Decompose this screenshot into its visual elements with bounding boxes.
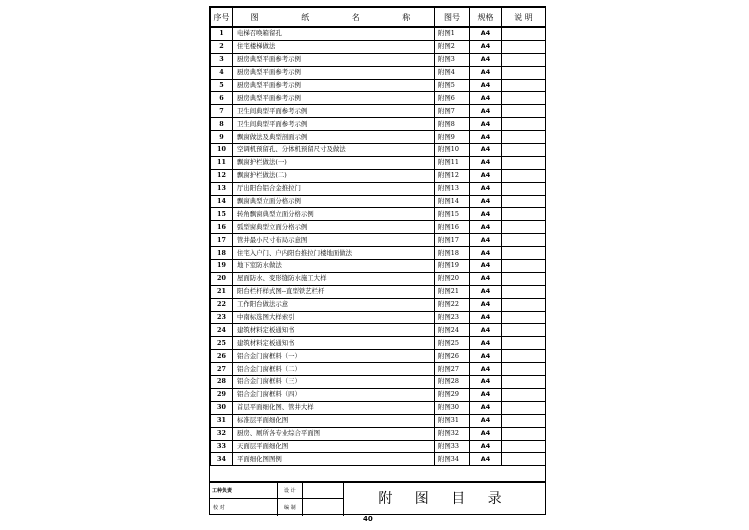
table-row: [211, 208, 546, 221]
row-title: 卫生间典型平面参考示例: [233, 105, 435, 118]
table-row: [211, 27, 546, 40]
row-note: [502, 311, 546, 324]
table-row: [211, 453, 546, 466]
row-paper-size: A4: [470, 208, 502, 221]
table-row: [211, 414, 546, 427]
table-row: [211, 247, 546, 260]
row-title: 天面层平面细化图: [233, 440, 435, 453]
row-figure-number: 附图30: [435, 401, 470, 414]
row-note: [502, 247, 546, 260]
row-title: 平面细化图图例: [233, 453, 435, 466]
row-figure-number: 附图33: [435, 440, 470, 453]
row-title: 屋面防水、变形缝防水施工大样: [233, 272, 435, 285]
row-number: 1: [211, 27, 233, 40]
row-title: 弧型窗典型立面分格示例: [233, 221, 435, 234]
row-title: 电梯召唤箱留孔: [233, 27, 435, 40]
row-paper-size: A4: [470, 40, 502, 53]
table-row: [211, 169, 546, 182]
table-row: [211, 272, 546, 285]
row-number: 19: [211, 260, 233, 273]
row-note: [502, 27, 546, 40]
row-figure-number: 附图17: [435, 234, 470, 247]
table-row: [211, 144, 546, 157]
row-note: [502, 131, 546, 144]
row-note: [502, 337, 546, 350]
table-row: [211, 311, 546, 324]
row-figure-number: 附图14: [435, 195, 470, 208]
row-title: 中南标选图大样索引: [233, 311, 435, 324]
row-paper-size: A4: [470, 298, 502, 311]
row-title: 阳台栏杆样式图--直型铁艺栏杆: [233, 285, 435, 298]
row-paper-size: A4: [470, 169, 502, 182]
table-row: [211, 66, 546, 79]
row-figure-number: 附图10: [435, 144, 470, 157]
row-paper-size: A4: [470, 131, 502, 144]
row-figure-number: 附图28: [435, 376, 470, 389]
row-paper-size: A4: [470, 440, 502, 453]
table-row: [211, 234, 546, 247]
row-title: 建筑材料定板通知书: [233, 324, 435, 337]
row-number: 12: [211, 169, 233, 182]
row-paper-size: A4: [470, 144, 502, 157]
row-figure-number: 附图15: [435, 208, 470, 221]
titleblock-design: 设 计: [284, 488, 296, 494]
row-title: 转角飘窗典型立面分格示例: [233, 208, 435, 221]
row-number: 11: [211, 156, 233, 169]
row-note: [502, 285, 546, 298]
row-number: 32: [211, 427, 233, 440]
row-number: 6: [211, 92, 233, 105]
row-title: 厨房典型平面参考示例: [233, 66, 435, 79]
row-title: 工作阳台做法示意: [233, 298, 435, 311]
table-row: [211, 285, 546, 298]
header-spec: 规格: [470, 8, 502, 28]
row-title: 铝合金门窗框料（三）: [233, 376, 435, 389]
table-row: [211, 92, 546, 105]
row-note: [502, 53, 546, 66]
header-no: 序号: [211, 8, 233, 28]
row-figure-number: 附图13: [435, 182, 470, 195]
row-paper-size: A4: [470, 156, 502, 169]
table-row: [211, 337, 546, 350]
row-title: 管井最小尺寸布局示意图: [233, 234, 435, 247]
row-paper-size: A4: [470, 247, 502, 260]
row-title: 厨房典型平面参考示例: [233, 79, 435, 92]
row-number: 31: [211, 414, 233, 427]
titleblock-title: 附 图 目 录: [378, 491, 511, 507]
row-number: 4: [211, 66, 233, 79]
row-note: [502, 182, 546, 195]
titleblock-draw: 编 制: [284, 505, 296, 511]
row-title: 铝合金门窗框料（一）: [233, 350, 435, 363]
table-row: [211, 195, 546, 208]
row-note: [502, 324, 546, 337]
row-note: [502, 92, 546, 105]
table-row: [211, 105, 546, 118]
row-note: [502, 195, 546, 208]
row-figure-number: 附图7: [435, 105, 470, 118]
row-title: 厅出阳台铝合金推拉门: [233, 182, 435, 195]
row-number: 7: [211, 105, 233, 118]
row-note: [502, 234, 546, 247]
header-name: 图 纸 名 称: [233, 8, 435, 28]
row-title: 标准层平面细化图: [233, 414, 435, 427]
row-figure-number: 附图6: [435, 92, 470, 105]
row-paper-size: A4: [470, 285, 502, 298]
row-paper-size: A4: [470, 260, 502, 273]
row-number: 20: [211, 272, 233, 285]
row-note: [502, 221, 546, 234]
row-paper-size: A4: [470, 311, 502, 324]
row-paper-size: A4: [470, 414, 502, 427]
row-number: 27: [211, 363, 233, 376]
row-title: 厨房、厕所各专业综合平面图: [233, 427, 435, 440]
row-figure-number: 附图5: [435, 79, 470, 92]
row-note: [502, 453, 546, 466]
row-figure-number: 附图2: [435, 40, 470, 53]
row-paper-size: A4: [470, 221, 502, 234]
row-figure-number: 附图8: [435, 118, 470, 131]
row-figure-number: 附图23: [435, 311, 470, 324]
row-number: 3: [211, 53, 233, 66]
table-row: [211, 53, 546, 66]
row-paper-size: A4: [470, 105, 502, 118]
row-note: [502, 105, 546, 118]
row-number: 21: [211, 285, 233, 298]
row-note: [502, 272, 546, 285]
row-figure-number: 附图31: [435, 414, 470, 427]
row-figure-number: 附图24: [435, 324, 470, 337]
row-figure-number: 附图3: [435, 53, 470, 66]
table-row: [211, 131, 546, 144]
table-row: [211, 182, 546, 195]
row-paper-size: A4: [470, 92, 502, 105]
row-figure-number: 附图21: [435, 285, 470, 298]
row-title: 飘窗做法及典型剖面示例: [233, 131, 435, 144]
row-paper-size: A4: [470, 427, 502, 440]
row-title: 建筑材料定板通知书: [233, 337, 435, 350]
row-figure-number: 附图18: [435, 247, 470, 260]
row-title: 地下室防水做法: [233, 260, 435, 273]
row-paper-size: A4: [470, 324, 502, 337]
table-row: [211, 79, 546, 92]
row-note: [502, 66, 546, 79]
row-note: [502, 440, 546, 453]
table-row: [211, 260, 546, 273]
row-note: [502, 169, 546, 182]
row-paper-size: A4: [470, 66, 502, 79]
header-note: 说 明: [502, 8, 546, 28]
row-paper-size: A4: [470, 27, 502, 40]
row-paper-size: A4: [470, 388, 502, 401]
row-title: 住宅楼梯做法: [233, 40, 435, 53]
titleblock-check: 校 对: [213, 505, 225, 511]
row-figure-number: 附图4: [435, 66, 470, 79]
row-number: 5: [211, 79, 233, 92]
row-number: 23: [211, 311, 233, 324]
row-figure-number: 附图32: [435, 427, 470, 440]
row-title: 住宅入户门、户内阳台推拉门楼地面做法: [233, 247, 435, 260]
table-row: [211, 221, 546, 234]
row-figure-number: 附图29: [435, 388, 470, 401]
titleblock-lead: 工种负责: [212, 488, 233, 494]
row-title: 飘窗护栏做法(二): [233, 169, 435, 182]
row-number: 14: [211, 195, 233, 208]
row-number: 33: [211, 440, 233, 453]
title-block: [210, 481, 545, 516]
row-paper-size: A4: [470, 350, 502, 363]
header-fig: 图号: [435, 8, 470, 28]
page-number: 40: [363, 515, 373, 523]
row-note: [502, 260, 546, 273]
row-figure-number: 附图11: [435, 156, 470, 169]
row-note: [502, 156, 546, 169]
row-paper-size: A4: [470, 363, 502, 376]
row-number: 24: [211, 324, 233, 337]
row-figure-number: 附图34: [435, 453, 470, 466]
row-number: 17: [211, 234, 233, 247]
table-row: [211, 427, 546, 440]
row-note: [502, 376, 546, 389]
row-paper-size: A4: [470, 453, 502, 466]
row-figure-number: 附图20: [435, 272, 470, 285]
row-number: 26: [211, 350, 233, 363]
row-paper-size: A4: [470, 118, 502, 131]
row-note: [502, 363, 546, 376]
row-figure-number: 附图25: [435, 337, 470, 350]
row-number: 2: [211, 40, 233, 53]
row-number: 9: [211, 131, 233, 144]
row-title: 飘窗护栏做法(一): [233, 156, 435, 169]
row-number: 29: [211, 388, 233, 401]
row-figure-number: 附图9: [435, 131, 470, 144]
row-note: [502, 118, 546, 131]
row-title: 卫生间典型平面参考示例: [233, 118, 435, 131]
row-figure-number: 附图16: [435, 221, 470, 234]
row-number: 8: [211, 118, 233, 131]
row-note: [502, 401, 546, 414]
row-figure-number: 附图1: [435, 27, 470, 40]
row-paper-size: A4: [470, 272, 502, 285]
table-row: [211, 376, 546, 389]
row-title: 铝合金门窗框料（二）: [233, 363, 435, 376]
row-note: [502, 40, 546, 53]
table-row: [211, 156, 546, 169]
row-number: 34: [211, 453, 233, 466]
row-paper-size: A4: [470, 53, 502, 66]
row-figure-number: 附图19: [435, 260, 470, 273]
table-row: [211, 40, 546, 53]
row-note: [502, 144, 546, 157]
row-number: 18: [211, 247, 233, 260]
row-paper-size: A4: [470, 79, 502, 92]
table-row: [211, 118, 546, 131]
table-row: [211, 401, 546, 414]
table-row: [211, 388, 546, 401]
row-figure-number: 附图12: [435, 169, 470, 182]
row-note: [502, 79, 546, 92]
row-figure-number: 附图27: [435, 363, 470, 376]
index-table: [210, 7, 546, 466]
row-title: 厨房典型平面参考示例: [233, 53, 435, 66]
row-paper-size: A4: [470, 401, 502, 414]
row-note: [502, 414, 546, 427]
table-row: [211, 324, 546, 337]
row-number: 15: [211, 208, 233, 221]
row-note: [502, 208, 546, 221]
row-title: 首层平面细化图、管井大样: [233, 401, 435, 414]
row-paper-size: A4: [470, 376, 502, 389]
row-paper-size: A4: [470, 195, 502, 208]
table-row: [211, 350, 546, 363]
row-paper-size: A4: [470, 182, 502, 195]
row-title: 空调机预留孔、分体机预留尺寸及做法: [233, 144, 435, 157]
row-number: 28: [211, 376, 233, 389]
row-figure-number: 附图22: [435, 298, 470, 311]
row-number: 16: [211, 221, 233, 234]
row-title: 飘窗典型立面分格示例: [233, 195, 435, 208]
row-number: 30: [211, 401, 233, 414]
table-row: [211, 298, 546, 311]
row-number: 25: [211, 337, 233, 350]
row-paper-size: A4: [470, 234, 502, 247]
row-note: [502, 388, 546, 401]
row-title: 铝合金门窗框料（四）: [233, 388, 435, 401]
row-note: [502, 427, 546, 440]
row-figure-number: 附图26: [435, 350, 470, 363]
row-number: 22: [211, 298, 233, 311]
table-row: [211, 440, 546, 453]
drawing-sheet: [209, 6, 546, 515]
row-number: 10: [211, 144, 233, 157]
header-row: [211, 8, 546, 28]
table-row: [211, 363, 546, 376]
row-note: [502, 298, 546, 311]
row-number: 13: [211, 182, 233, 195]
row-title: 厨房典型平面参考示例: [233, 92, 435, 105]
row-paper-size: A4: [470, 337, 502, 350]
row-note: [502, 350, 546, 363]
